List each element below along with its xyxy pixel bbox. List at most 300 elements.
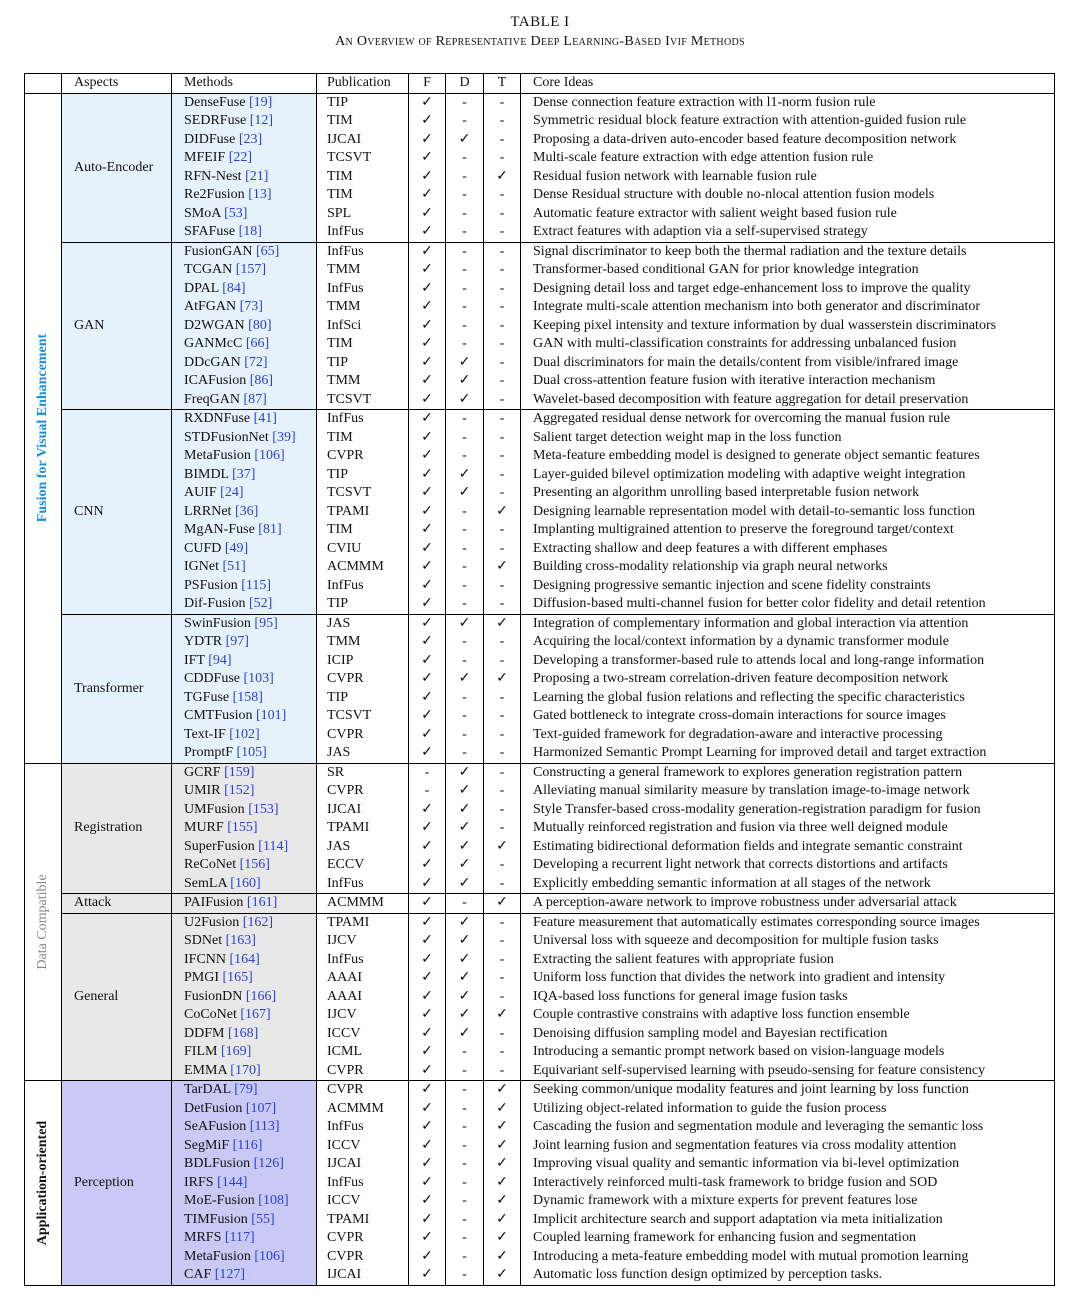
table-subtitle: An Overview of Representative Deep Learning-Based Ivif Methods bbox=[335, 34, 745, 49]
d-cell: ✓ bbox=[446, 484, 484, 503]
t-cell: - bbox=[484, 298, 521, 317]
core-idea-cell: Designing learnable representation model with detail-to-semantic loss function bbox=[521, 503, 1055, 522]
publication-cell: InfFus bbox=[317, 577, 409, 596]
aspect-cell: General bbox=[62, 913, 172, 1081]
method-name: RFN-Nest bbox=[184, 168, 246, 184]
publication-cell: TPAMI bbox=[317, 503, 409, 522]
table-row bbox=[25, 447, 1055, 466]
method-reference-link[interactable]: [97] bbox=[225, 634, 249, 650]
publication-cell: SPL bbox=[317, 205, 409, 224]
publication-cell: TPAMI bbox=[317, 913, 409, 932]
method-reference-link[interactable]: [55] bbox=[251, 1211, 275, 1227]
t-cell: ✓ bbox=[484, 1174, 521, 1193]
table-row bbox=[25, 1118, 1055, 1137]
method-reference-link[interactable]: [116] bbox=[232, 1137, 263, 1153]
publication-cell: TMM bbox=[317, 261, 409, 280]
d-cell: - bbox=[446, 1266, 484, 1285]
method-reference-link[interactable]: [117] bbox=[224, 1230, 255, 1246]
method-reference-link[interactable]: [168] bbox=[227, 1025, 259, 1041]
f-cell: ✓ bbox=[409, 1043, 446, 1062]
category-label: Fusion for Visual Enhancement bbox=[35, 333, 50, 523]
method-reference-link[interactable]: [114] bbox=[258, 838, 289, 854]
method-reference-link[interactable]: [105] bbox=[236, 745, 267, 761]
d-cell: - bbox=[446, 726, 484, 745]
t-cell: - bbox=[484, 186, 521, 205]
f-cell: ✓ bbox=[409, 168, 446, 187]
table-row bbox=[25, 1043, 1055, 1062]
method-cell bbox=[172, 1229, 317, 1248]
core-idea-cell: Learning the global fusion relations and reflecting the specific characteristics bbox=[521, 689, 1055, 708]
method-cell bbox=[172, 633, 317, 652]
t-cell: - bbox=[484, 1062, 521, 1081]
table-row bbox=[25, 205, 1055, 224]
aspect-cell: Attack bbox=[62, 894, 172, 914]
method-reference-link[interactable]: [86] bbox=[249, 373, 274, 389]
method-name: SDNet bbox=[184, 933, 226, 949]
f-cell: ✓ bbox=[409, 670, 446, 689]
method-reference-link[interactable]: [153] bbox=[248, 801, 279, 817]
core-idea-cell: Extracting the salient features with appropriate fusion bbox=[521, 951, 1055, 970]
d-cell: - bbox=[446, 205, 484, 224]
table-row bbox=[25, 1100, 1055, 1119]
f-cell: ✓ bbox=[409, 149, 446, 168]
method-name: BDLFusion bbox=[184, 1156, 254, 1172]
aspect-cell: Perception bbox=[62, 1081, 172, 1286]
f-cell: ✓ bbox=[409, 1025, 446, 1044]
method-name: SemLA bbox=[184, 875, 231, 891]
method-reference-link[interactable]: [51] bbox=[222, 559, 246, 575]
method-name: BIMDL bbox=[184, 466, 233, 482]
table-row bbox=[25, 280, 1055, 299]
t-cell: ✓ bbox=[484, 1266, 521, 1285]
method-reference-link[interactable]: [72] bbox=[244, 354, 268, 370]
publication-cell: IJCAI bbox=[317, 1266, 409, 1285]
f-cell: ✓ bbox=[409, 614, 446, 633]
table-row bbox=[25, 838, 1055, 857]
method-reference-link[interactable]: [164] bbox=[229, 951, 260, 967]
method-cell bbox=[172, 205, 317, 224]
method-name: LRRNet bbox=[184, 503, 235, 519]
method-reference-link[interactable]: [107] bbox=[245, 1100, 277, 1116]
header-core-ideas: Core Ideas bbox=[521, 74, 1055, 94]
f-cell: ✓ bbox=[409, 466, 446, 485]
method-reference-link[interactable]: [41] bbox=[253, 411, 277, 427]
d-cell: ✓ bbox=[446, 932, 484, 951]
f-cell: ✓ bbox=[409, 261, 446, 280]
f-cell: ✓ bbox=[409, 633, 446, 652]
method-reference-link[interactable]: [167] bbox=[240, 1007, 271, 1023]
method-reference-link[interactable]: [13] bbox=[248, 187, 272, 203]
table-row bbox=[25, 1174, 1055, 1193]
publication-cell: InfFus bbox=[317, 410, 409, 429]
method-reference-link[interactable]: [163] bbox=[225, 933, 256, 949]
t-cell: - bbox=[484, 951, 521, 970]
method-reference-link[interactable]: [37] bbox=[232, 466, 256, 482]
f-cell: ✓ bbox=[409, 595, 446, 614]
core-idea-cell: Denoising diffusion sampling model and Bayesian rectification bbox=[521, 1025, 1055, 1044]
method-name: Text-IF bbox=[184, 726, 230, 742]
method-reference-link[interactable]: [19] bbox=[248, 94, 273, 110]
table-row bbox=[25, 670, 1055, 689]
publication-cell: TIP bbox=[317, 93, 409, 112]
method-reference-link[interactable]: [101] bbox=[255, 708, 287, 724]
method-reference-link[interactable]: [166] bbox=[245, 988, 277, 1004]
core-idea-cell: Joint learning fusion and segmentation features via cross modality attention bbox=[521, 1137, 1055, 1156]
t-cell: - bbox=[484, 782, 521, 801]
d-cell: ✓ bbox=[446, 1006, 484, 1025]
method-reference-link[interactable]: [113] bbox=[249, 1119, 280, 1135]
f-cell: ✓ bbox=[409, 1248, 446, 1267]
aspect-cell: Registration bbox=[62, 763, 172, 894]
method-reference-link[interactable]: [49] bbox=[224, 540, 249, 556]
d-cell: - bbox=[446, 1137, 484, 1156]
f-cell: ✓ bbox=[409, 894, 446, 914]
method-name: PAIFusion bbox=[184, 895, 247, 911]
f-cell: ✓ bbox=[409, 875, 446, 894]
t-cell: ✓ bbox=[484, 503, 521, 522]
table-row bbox=[25, 354, 1055, 373]
t-cell: ✓ bbox=[484, 614, 521, 633]
core-idea-cell: Building cross-modality relationship via graph neural networks bbox=[521, 558, 1055, 577]
header-f: F bbox=[409, 74, 446, 94]
publication-cell: JAS bbox=[317, 744, 409, 763]
core-idea-cell: Extracting shallow and deep features a with different emphases bbox=[521, 540, 1055, 559]
t-cell: ✓ bbox=[484, 1211, 521, 1230]
core-idea-cell: Transformer-based conditional GAN for prior knowledge integration bbox=[521, 261, 1055, 280]
core-idea-cell: Dual cross-attention feature fusion with iterative interaction mechanism bbox=[521, 372, 1055, 391]
publication-cell: IJCAI bbox=[317, 1155, 409, 1174]
method-reference-link[interactable]: [160] bbox=[230, 875, 261, 891]
table-row bbox=[25, 112, 1055, 131]
t-cell: - bbox=[484, 261, 521, 280]
method-name: MURF bbox=[184, 820, 228, 836]
method-reference-link[interactable]: [108] bbox=[258, 1193, 289, 1209]
t-cell: - bbox=[484, 429, 521, 448]
table-row bbox=[25, 763, 1055, 782]
method-reference-link[interactable]: [80] bbox=[248, 317, 272, 333]
method-cell bbox=[172, 484, 317, 503]
core-idea-cell: Seeking common/unique modality features and joint learning by loss function bbox=[521, 1081, 1055, 1100]
method-name: UMFusion bbox=[184, 801, 249, 817]
t-cell: - bbox=[484, 932, 521, 951]
method-reference-link[interactable]: [94] bbox=[208, 652, 232, 668]
f-cell: ✓ bbox=[409, 410, 446, 429]
method-reference-link[interactable]: [81] bbox=[258, 522, 282, 538]
header-category bbox=[25, 74, 62, 94]
t-cell: - bbox=[484, 1025, 521, 1044]
method-name: MetaFusion bbox=[184, 1248, 255, 1264]
method-cell bbox=[172, 317, 317, 336]
method-name: MoE-Fusion bbox=[184, 1193, 259, 1209]
category-cell bbox=[25, 93, 62, 763]
d-cell: ✓ bbox=[446, 782, 484, 801]
method-reference-link[interactable]: [106] bbox=[254, 1248, 285, 1264]
method-reference-link[interactable]: [84] bbox=[222, 280, 246, 296]
method-reference-link[interactable]: [36] bbox=[234, 503, 259, 519]
publication-cell: TIM bbox=[317, 429, 409, 448]
f-cell: ✓ bbox=[409, 689, 446, 708]
d-cell: - bbox=[446, 168, 484, 187]
publication-cell: TCSVT bbox=[317, 391, 409, 410]
table-row bbox=[25, 1229, 1055, 1248]
publication-cell: TMM bbox=[317, 298, 409, 317]
f-cell: ✓ bbox=[409, 93, 446, 112]
d-cell: - bbox=[446, 744, 484, 763]
f-cell: ✓ bbox=[409, 707, 446, 726]
publication-cell: AAAI bbox=[317, 969, 409, 988]
method-name: RXDNFuse bbox=[184, 411, 254, 427]
core-idea-cell: Feature measurement that automatically estimates corresponding source images bbox=[521, 913, 1055, 932]
t-cell: - bbox=[484, 633, 521, 652]
d-cell: - bbox=[446, 503, 484, 522]
core-idea-cell: Acquiring the local/context information by a dynamic transformer module bbox=[521, 633, 1055, 652]
d-cell: - bbox=[446, 577, 484, 596]
aspect-cell: Transformer bbox=[62, 614, 172, 763]
core-idea-cell: Harmonized Semantic Prompt Learning for improved detail and target extraction bbox=[521, 744, 1055, 763]
core-idea-cell: Dynamic framework with a mixture experts for prevent features lose bbox=[521, 1192, 1055, 1211]
method-cell bbox=[172, 93, 317, 112]
method-reference-link[interactable]: [103] bbox=[243, 671, 274, 687]
t-cell: - bbox=[484, 726, 521, 745]
method-cell bbox=[172, 149, 317, 168]
table-row bbox=[25, 335, 1055, 354]
method-reference-link[interactable]: [87] bbox=[243, 391, 267, 407]
method-reference-link[interactable]: [66] bbox=[245, 336, 270, 352]
table-row bbox=[25, 951, 1055, 970]
method-reference-link[interactable]: [22] bbox=[228, 150, 253, 166]
method-reference-link[interactable]: [152] bbox=[224, 783, 255, 799]
method-name: ICAFusion bbox=[184, 373, 250, 389]
t-cell: - bbox=[484, 988, 521, 1007]
method-cell bbox=[172, 410, 317, 429]
d-cell: - bbox=[446, 280, 484, 299]
core-idea-cell: Salient target detection weight map in the loss function bbox=[521, 429, 1055, 448]
aspect-cell: Auto-Encoder bbox=[62, 93, 172, 242]
method-cell bbox=[172, 744, 317, 763]
method-name: DDcGAN bbox=[184, 354, 245, 370]
core-idea-cell: Wavelet-based decomposition with feature aggregation for detail preservation bbox=[521, 391, 1055, 410]
method-reference-link[interactable]: [127] bbox=[214, 1267, 246, 1283]
table-row bbox=[25, 93, 1055, 112]
table-row bbox=[25, 1155, 1055, 1174]
table-row bbox=[25, 1211, 1055, 1230]
f-cell: ✓ bbox=[409, 131, 446, 150]
table-row bbox=[25, 372, 1055, 391]
method-cell bbox=[172, 354, 317, 373]
t-cell: ✓ bbox=[484, 1229, 521, 1248]
table-row bbox=[25, 410, 1055, 429]
t-cell: ✓ bbox=[484, 1118, 521, 1137]
table-row bbox=[25, 484, 1055, 503]
method-name: SeAFusion bbox=[184, 1119, 250, 1135]
method-reference-link[interactable]: [158] bbox=[232, 689, 263, 705]
d-cell: ✓ bbox=[446, 614, 484, 633]
aspect-cell: CNN bbox=[62, 410, 172, 615]
method-cell bbox=[172, 988, 317, 1007]
method-name: CDDFuse bbox=[184, 671, 244, 687]
d-cell: - bbox=[446, 1248, 484, 1267]
d-cell: - bbox=[446, 1043, 484, 1062]
t-cell: - bbox=[484, 875, 521, 894]
core-idea-cell: GAN with multi-classification constraints for addressing unbalanced fusion bbox=[521, 335, 1055, 354]
method-cell bbox=[172, 1062, 317, 1081]
table-row bbox=[25, 875, 1055, 894]
method-cell bbox=[172, 372, 317, 391]
publication-cell: CVPR bbox=[317, 782, 409, 801]
method-cell bbox=[172, 1266, 317, 1285]
method-cell bbox=[172, 503, 317, 522]
table-row bbox=[25, 707, 1055, 726]
method-cell bbox=[172, 1100, 317, 1119]
method-reference-link[interactable]: [126] bbox=[253, 1156, 284, 1172]
method-reference-link[interactable]: [52] bbox=[248, 596, 273, 612]
d-cell: - bbox=[446, 540, 484, 559]
publication-cell: TIM bbox=[317, 521, 409, 540]
t-cell: ✓ bbox=[484, 670, 521, 689]
table-row bbox=[25, 1081, 1055, 1100]
d-cell: - bbox=[446, 298, 484, 317]
core-idea-cell: Gated bottleneck to integrate cross-domain interactions for source images bbox=[521, 707, 1055, 726]
method-reference-link[interactable]: [73] bbox=[239, 299, 263, 315]
core-idea-cell: Dense connection feature extraction with l1-norm fusion rule bbox=[521, 93, 1055, 112]
method-reference-link[interactable]: [23] bbox=[238, 131, 263, 147]
f-cell: ✓ bbox=[409, 1155, 446, 1174]
t-cell: - bbox=[484, 205, 521, 224]
method-cell bbox=[172, 763, 317, 782]
f-cell: ✓ bbox=[409, 988, 446, 1007]
d-cell: - bbox=[446, 317, 484, 336]
method-reference-link[interactable]: [53] bbox=[224, 205, 248, 221]
method-reference-link[interactable]: [21] bbox=[245, 168, 269, 184]
t-cell: ✓ bbox=[484, 894, 521, 914]
f-cell: ✓ bbox=[409, 1229, 446, 1248]
method-reference-link[interactable]: [79] bbox=[234, 1082, 258, 1098]
method-reference-link[interactable]: [170] bbox=[230, 1062, 261, 1078]
d-cell: - bbox=[446, 335, 484, 354]
f-cell: ✓ bbox=[409, 1081, 446, 1100]
method-cell bbox=[172, 1118, 317, 1137]
method-reference-link[interactable]: [155] bbox=[227, 820, 258, 836]
method-reference-link[interactable]: [115] bbox=[241, 577, 272, 593]
table-row bbox=[25, 782, 1055, 801]
table-row bbox=[25, 131, 1055, 150]
table-row bbox=[25, 1266, 1055, 1285]
publication-cell: InfFus bbox=[317, 1174, 409, 1193]
f-cell: ✓ bbox=[409, 558, 446, 577]
method-cell bbox=[172, 186, 317, 205]
f-cell: ✓ bbox=[409, 951, 446, 970]
t-cell: ✓ bbox=[484, 168, 521, 187]
publication-cell: CVPR bbox=[317, 1062, 409, 1081]
method-cell bbox=[172, 894, 317, 914]
d-cell: - bbox=[446, 261, 484, 280]
t-cell: ✓ bbox=[484, 1248, 521, 1267]
d-cell: ✓ bbox=[446, 875, 484, 894]
method-reference-link[interactable]: [106] bbox=[254, 448, 285, 464]
d-cell: ✓ bbox=[446, 466, 484, 485]
method-reference-link[interactable]: [159] bbox=[224, 764, 255, 780]
core-idea-cell: Universal loss with squeeze and decomposition for multiple fusion tasks bbox=[521, 932, 1055, 951]
core-idea-cell: Aggregated residual dense network for overcoming the manual fusion rule bbox=[521, 410, 1055, 429]
method-reference-link[interactable]: [169] bbox=[220, 1044, 252, 1060]
publication-cell: InfFus bbox=[317, 1118, 409, 1137]
method-reference-link[interactable]: [95] bbox=[254, 615, 278, 631]
method-cell bbox=[172, 707, 317, 726]
d-cell: - bbox=[446, 894, 484, 914]
table-row bbox=[25, 168, 1055, 187]
f-cell: ✓ bbox=[409, 819, 446, 838]
method-cell bbox=[172, 112, 317, 131]
method-name: DIDFuse bbox=[184, 131, 239, 147]
table-row bbox=[25, 1192, 1055, 1211]
core-idea-cell: A perception-aware network to improve robustness under adversarial attack bbox=[521, 894, 1055, 914]
method-reference-link[interactable]: [162] bbox=[242, 914, 274, 930]
core-idea-cell: Couple contrastive constrains with adaptive loss function ensemble bbox=[521, 1006, 1055, 1025]
d-cell: - bbox=[446, 689, 484, 708]
method-reference-link[interactable]: [18] bbox=[238, 224, 262, 240]
method-cell bbox=[172, 652, 317, 671]
method-reference-link[interactable]: [157] bbox=[235, 262, 267, 278]
method-reference-link[interactable]: [12] bbox=[249, 113, 274, 129]
core-idea-cell: Meta-feature embedding model is designed to generate object semantic features bbox=[521, 447, 1055, 466]
d-cell: ✓ bbox=[446, 856, 484, 875]
d-cell: - bbox=[446, 1211, 484, 1230]
t-cell: - bbox=[484, 372, 521, 391]
method-name: ReCoNet bbox=[184, 857, 240, 873]
t-cell: - bbox=[484, 280, 521, 299]
f-cell: ✓ bbox=[409, 1006, 446, 1025]
d-cell: - bbox=[446, 1118, 484, 1137]
header-row bbox=[25, 74, 1055, 94]
method-reference-link[interactable]: [156] bbox=[239, 857, 270, 873]
core-idea-cell: Implicit architecture search and support adaptation via meta initialization bbox=[521, 1211, 1055, 1230]
table-row bbox=[25, 932, 1055, 951]
method-cell bbox=[172, 1043, 317, 1062]
method-cell bbox=[172, 726, 317, 745]
d-cell: ✓ bbox=[446, 801, 484, 820]
method-reference-link[interactable]: [161] bbox=[246, 895, 278, 911]
method-reference-link[interactable]: [65] bbox=[255, 243, 280, 259]
method-name: TarDAL bbox=[184, 1082, 235, 1098]
publication-cell: IJCAI bbox=[317, 131, 409, 150]
publication-cell: TIP bbox=[317, 689, 409, 708]
method-reference-link[interactable]: [39] bbox=[272, 429, 296, 445]
core-idea-cell: Signal discriminator to keep both the thermal radiation and the texture details bbox=[521, 242, 1055, 261]
core-idea-cell: Text-guided framework for degradation-aware and interactive processing bbox=[521, 726, 1055, 745]
t-cell: - bbox=[484, 1043, 521, 1062]
category-cell bbox=[25, 1081, 62, 1286]
core-idea-cell: Developing a recurrent light network that corrects distortions and artifacts bbox=[521, 856, 1055, 875]
method-name: PromptF bbox=[184, 745, 237, 761]
core-idea-cell: Coupled learning framework for enhancing fusion and segmentation bbox=[521, 1229, 1055, 1248]
publication-cell: ECCV bbox=[317, 856, 409, 875]
header-aspects: Aspects bbox=[62, 74, 172, 94]
method-reference-link[interactable]: [24] bbox=[220, 485, 244, 501]
method-reference-link[interactable]: [144] bbox=[217, 1174, 248, 1190]
method-cell bbox=[172, 1155, 317, 1174]
core-idea-cell: Integrate multi-scale attention mechanism into both generator and discriminator bbox=[521, 298, 1055, 317]
t-cell: - bbox=[484, 763, 521, 782]
core-idea-cell: Proposing a data-driven auto-encoder based feature decomposition network bbox=[521, 131, 1055, 150]
t-cell: - bbox=[484, 317, 521, 336]
method-cell bbox=[172, 577, 317, 596]
aspect-cell: GAN bbox=[62, 242, 172, 410]
method-reference-link[interactable]: [102] bbox=[229, 726, 260, 742]
method-name: U2Fusion bbox=[184, 914, 243, 930]
publication-cell: InfFus bbox=[317, 280, 409, 299]
f-cell: ✓ bbox=[409, 577, 446, 596]
method-reference-link[interactable]: [165] bbox=[222, 970, 253, 986]
